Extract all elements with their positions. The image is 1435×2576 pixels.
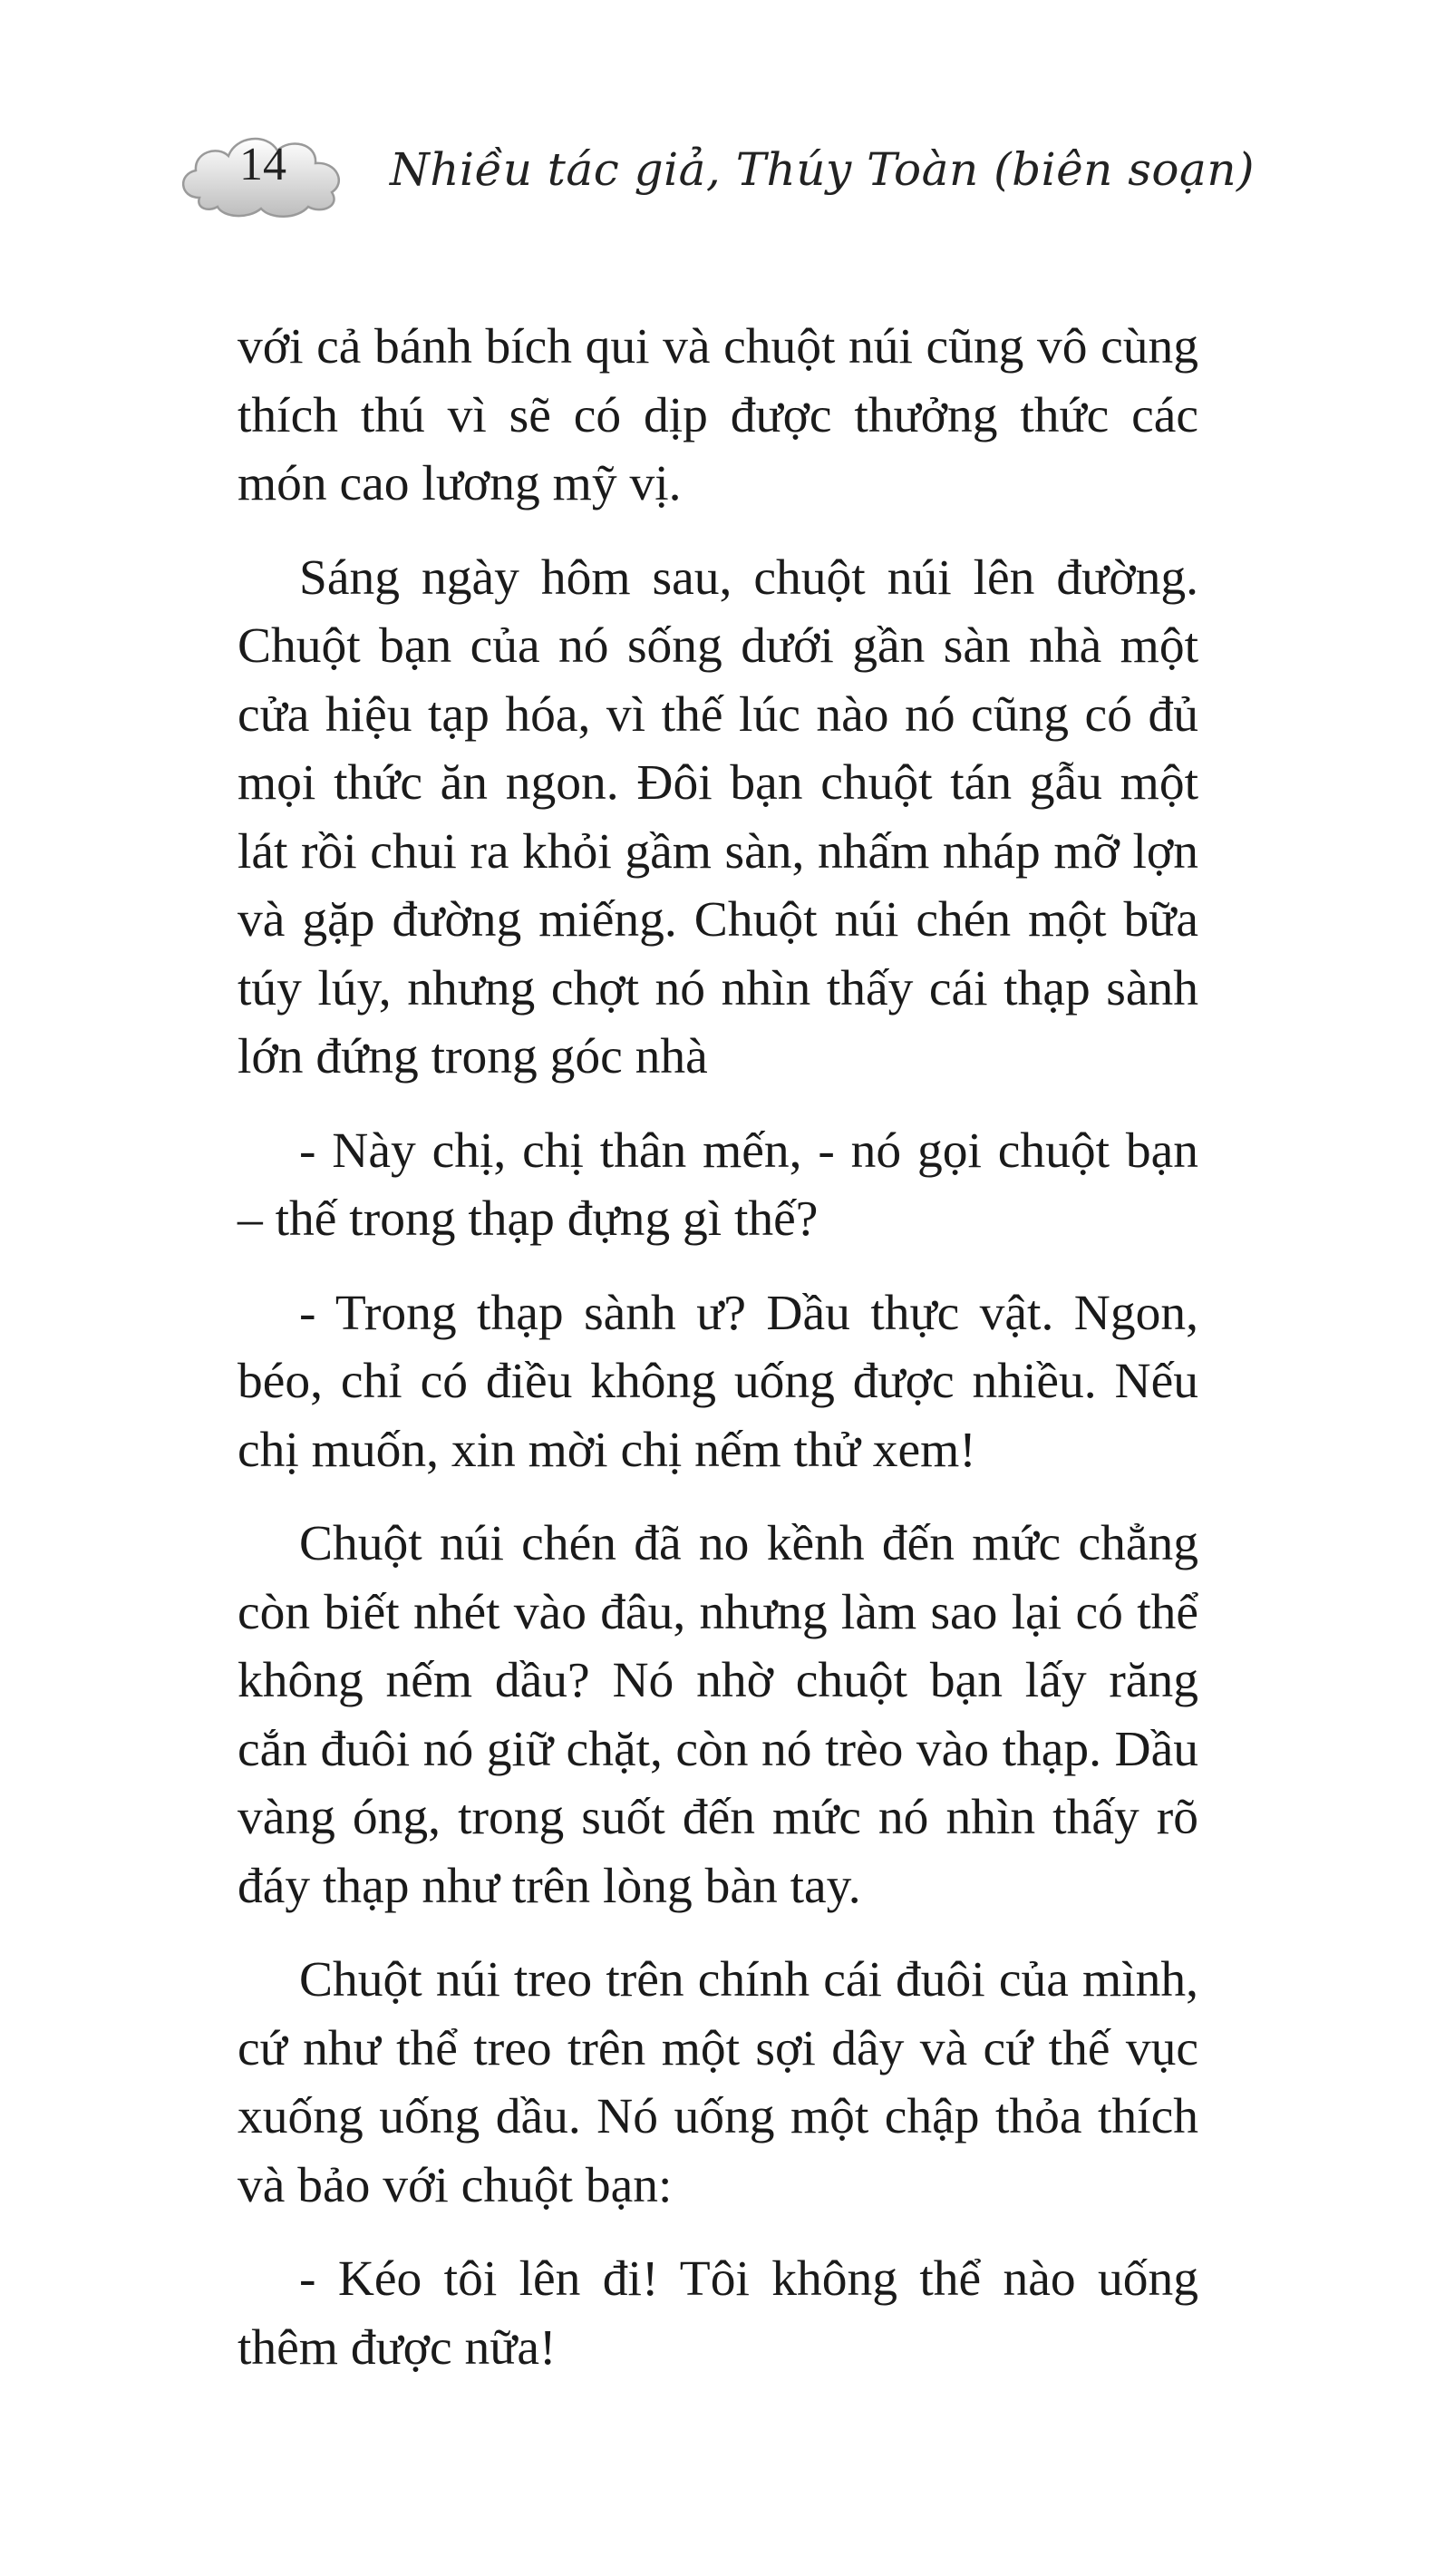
- paragraph: Chuột núi chén đã no kềnh đến mức chẳng còn biết nhét vào đâu, nhưng làm sao lại có thể không nếm dầu? Nó nhờ chuột bạn lấy răng cắn đuôi nó giữ chặt, còn nó trèo vào thạp. Dầu vàng óng, trong suốt đến mức nó nhìn thấy rõ đáy thạp như trên lòng bàn tay.: [238, 1516, 1198, 1914]
- dialogue-paragraph: - Kéo tôi lên đi! Tôi không thể nào uống thêm được nữa!: [238, 2251, 1198, 2376]
- paragraph: với cả bánh bích qui và chuột núi cũng vô cùng thích thú vì sẽ có dịp được thưởng thức các món cao lương mỹ vị.: [238, 319, 1198, 511]
- paragraph: Sáng ngày hôm sau, chuột núi lên đường. Chuột bạn của nó sống dưới gần sàn nhà một cửa hiệu tạp hóa, vì thế lúc nào nó cũng có đủ mọi thức ăn ngon. Đôi bạn chuột tán gẫu một lát rồi chui ra khỏi gầm sàn, nhấm nháp mỡ lợn và gặp đường miếng. Chuột núi chén một bữa túy lúy, nhưng chợt nó nhìn thấy cái thạp sành lớn đứng trong góc nhà: [238, 549, 1198, 1084]
- paragraph: Chuột núi treo trên chính cái đuôi của mình, cứ như thể treo trên một sợi dây và cứ thế vục xuống uống dầu. Nó uống một chập thỏa thích và bảo với chuột bạn:: [238, 1952, 1198, 2213]
- running-title: Nhiều tác giả, Thúy Toàn (biên soạn): [390, 143, 1256, 196]
- page-header: [172, 118, 1260, 236]
- page-number: 14: [239, 139, 286, 190]
- dialogue-paragraph: - Trong thạp sành ư? Dầu thực vật. Ngon, béo, chỉ có điều không uống được nhiều. Nếu chị muốn, xin mời chị nếm thử xem!: [238, 1285, 1198, 1478]
- dialogue-paragraph: - Này chị, chị thân mến, - nó gọi chuột bạn – thế trong thạp đựng gì thế?: [238, 1123, 1198, 1247]
- body-text: [238, 313, 1198, 2407]
